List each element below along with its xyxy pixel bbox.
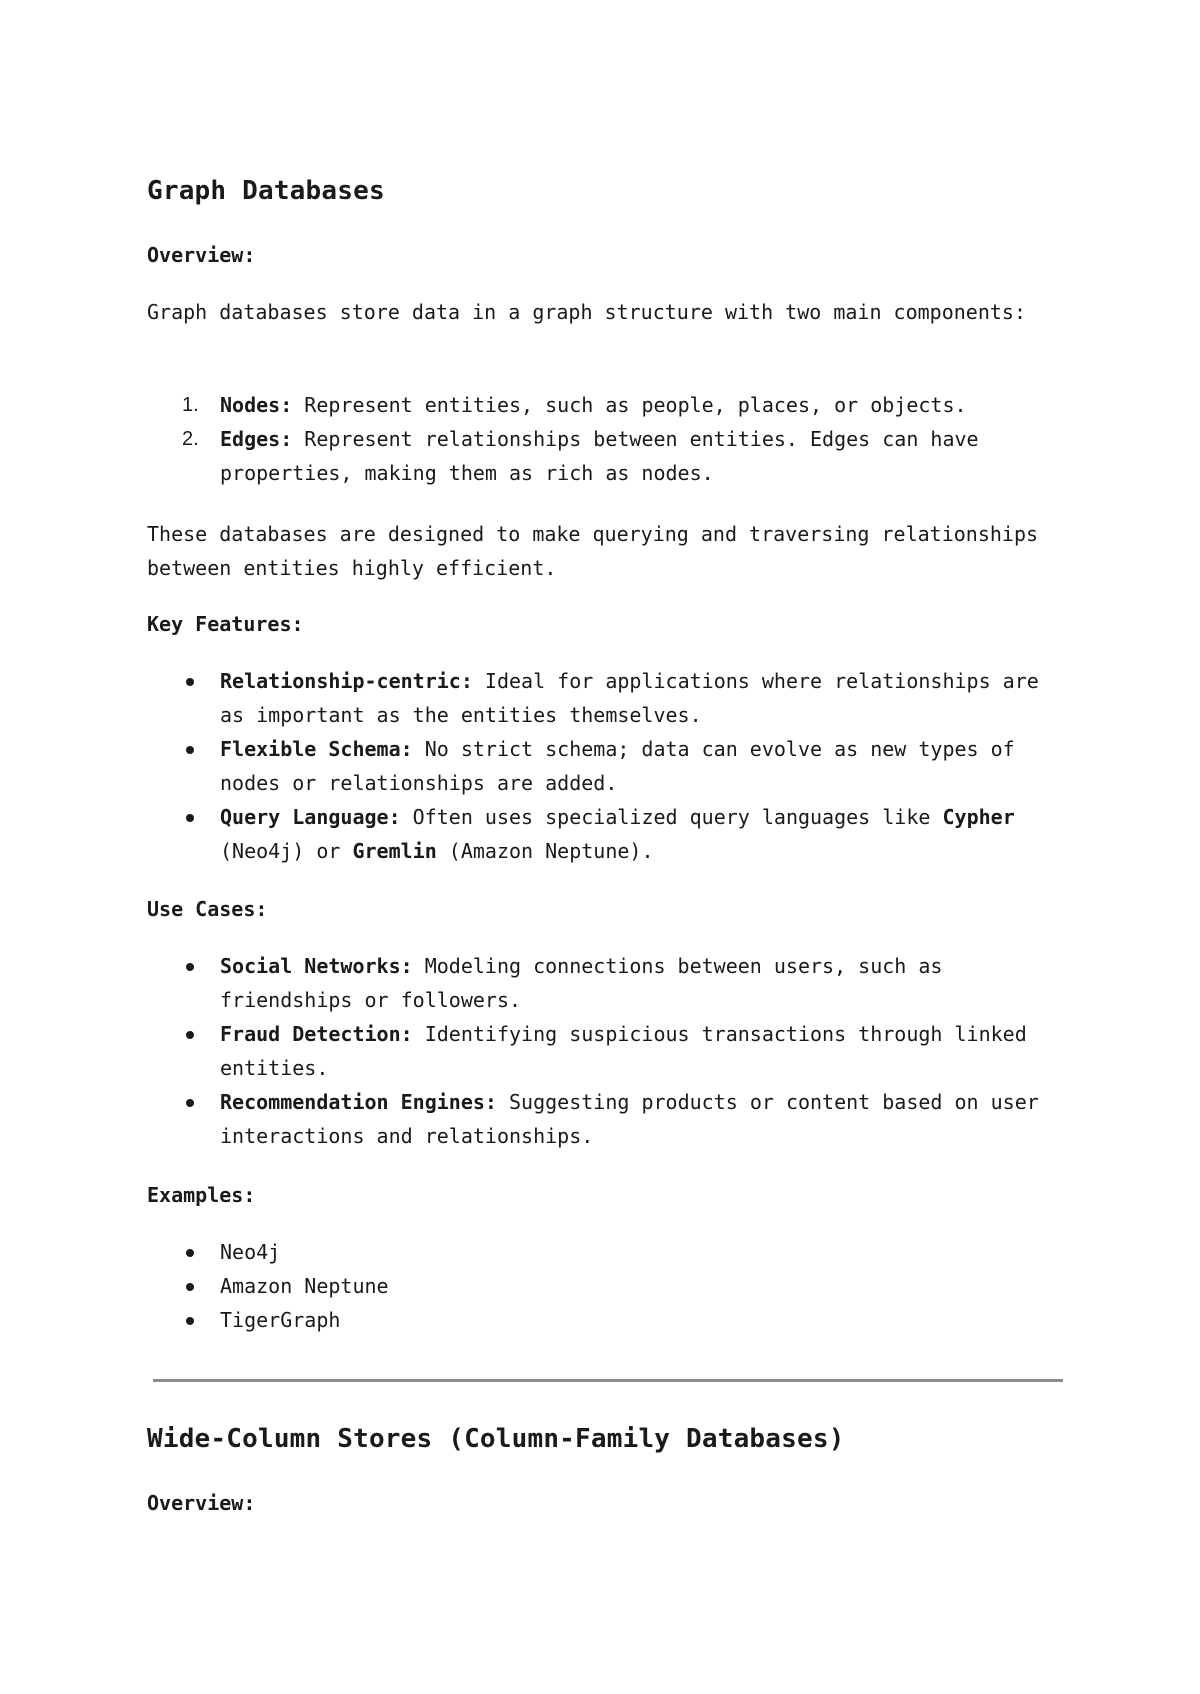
feature-term: Flexible Schema:: [220, 737, 413, 761]
list-item: [147, 949, 1067, 1017]
list-item: [147, 388, 1067, 422]
bullet-icon: [186, 678, 194, 686]
section-title-wide-column-stores: Wide-Column Stores (Column-Family Databases): [147, 1424, 845, 1454]
gremlin-term: Gremlin: [352, 839, 437, 863]
list-number: 1.: [182, 394, 199, 416]
feature-description: (Amazon Neptune).: [436, 839, 654, 863]
example-name: Neo4j: [220, 1240, 281, 1264]
term-edges: Edges:: [220, 427, 293, 451]
list-item: [147, 1017, 1067, 1085]
overview-label: Overview:: [147, 1491, 256, 1515]
section-title-graph-databases: Graph Databases: [147, 176, 385, 206]
bullet-icon: [186, 814, 194, 822]
example-name: Amazon Neptune: [220, 1274, 389, 1298]
bullet-icon: [186, 1099, 194, 1107]
bullet-icon: [186, 1283, 194, 1291]
feature-term: Query Language:: [220, 805, 401, 829]
list-item: [147, 422, 1067, 490]
summary-paragraph: These databases are designed to make querying and traversing relationships between entities highly efficient.: [147, 522, 1039, 580]
examples-list: [147, 1235, 1067, 1337]
term-description: Represent entities, such as people, places, or objects.: [292, 393, 967, 417]
feature-description: (Neo4j) or: [220, 839, 353, 863]
use-cases-list: [147, 949, 1067, 1153]
term-description: Represent relationships between entities. Edges can have properties, making them as rich as nodes.: [220, 427, 979, 485]
features-list: [147, 664, 1067, 868]
usecase-term: Recommendation Engines:: [220, 1090, 497, 1114]
feature-description: No strict schema; data can evolve as new types of nodes or relationships are added.: [220, 737, 1015, 795]
usecase-description: Identifying suspicious transactions through linked entities.: [220, 1022, 1027, 1080]
list-number: 2.: [182, 428, 199, 450]
bullet-icon: [186, 1249, 194, 1257]
term-nodes: Nodes:: [220, 393, 293, 417]
list-item: [147, 1269, 1067, 1303]
usecase-term: Fraud Detection:: [220, 1022, 413, 1046]
feature-description: Often uses specialized query languages like: [400, 805, 943, 829]
overview-paragraph: Graph databases store data in a graph structure with two main components:: [147, 300, 1026, 324]
list-item: [147, 1303, 1067, 1337]
bullet-icon: [186, 746, 194, 754]
usecase-term: Social Networks:: [220, 954, 413, 978]
usecase-description: Modeling connections between users, such as friendships or followers.: [220, 954, 943, 1012]
section-divider: [153, 1379, 1063, 1382]
usecase-description: Suggesting products or content based on user interactions and relationships.: [220, 1090, 1039, 1148]
feature-description: Ideal for applications where relationships are as important as the entities themselves.: [220, 669, 1039, 727]
list-item: [147, 664, 1067, 732]
feature-term: Relationship-centric:: [220, 669, 473, 693]
list-item: [147, 732, 1067, 800]
example-name: TigerGraph: [220, 1308, 341, 1332]
list-item: [147, 1235, 1067, 1269]
bullet-icon: [186, 1031, 194, 1039]
components-list: [147, 388, 1067, 490]
use-cases-label: Use Cases:: [147, 897, 268, 921]
overview-label: Overview:: [147, 243, 256, 267]
list-item: [147, 1085, 1067, 1153]
list-item: [147, 800, 1067, 868]
bullet-icon: [186, 1317, 194, 1325]
cypher-term: Cypher: [942, 805, 1015, 829]
examples-label: Examples:: [147, 1183, 256, 1207]
key-features-label: Key Features:: [147, 612, 304, 636]
bullet-icon: [186, 963, 194, 971]
